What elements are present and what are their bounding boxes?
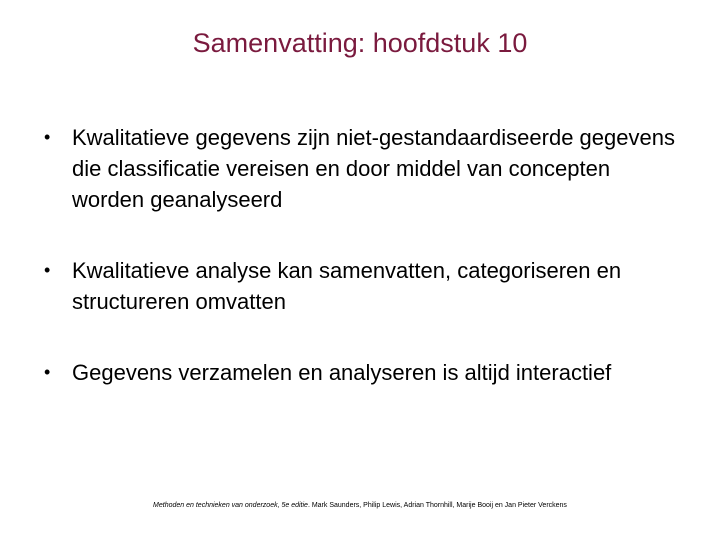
- bullet-text: Kwalitatieve gegevens zijn niet-gestandaardiseerde gegevens die classificatie vereisen en door middel van concepten worden geanalyseerd: [72, 125, 675, 212]
- bullet-icon: •: [44, 127, 51, 147]
- slide-title: Samenvatting: hoofdstuk 10: [192, 28, 528, 58]
- footer-citation: [0, 502, 720, 509]
- bullet-item: [44, 357, 684, 388]
- bullet-list: [44, 122, 684, 428]
- bullet-text: Kwalitatieve analyse kan samenvatten, categoriseren en structureren omvatten: [72, 258, 622, 314]
- footer-book-title: Methoden en technieken van onderzoek, 5e editie: [153, 502, 308, 509]
- footer-authors: . Mark Saunders, Philip Lewis, Adrian Thornhill, Marije Booij en Jan Pieter Verckens: [307, 502, 567, 509]
- bullet-icon: •: [44, 362, 51, 382]
- bullet-text: Gegevens verzamelen en analyseren is altijd interactief: [72, 360, 612, 385]
- bullet-item: [44, 122, 684, 215]
- bullet-icon: •: [44, 260, 51, 280]
- bullet-item: [44, 255, 684, 317]
